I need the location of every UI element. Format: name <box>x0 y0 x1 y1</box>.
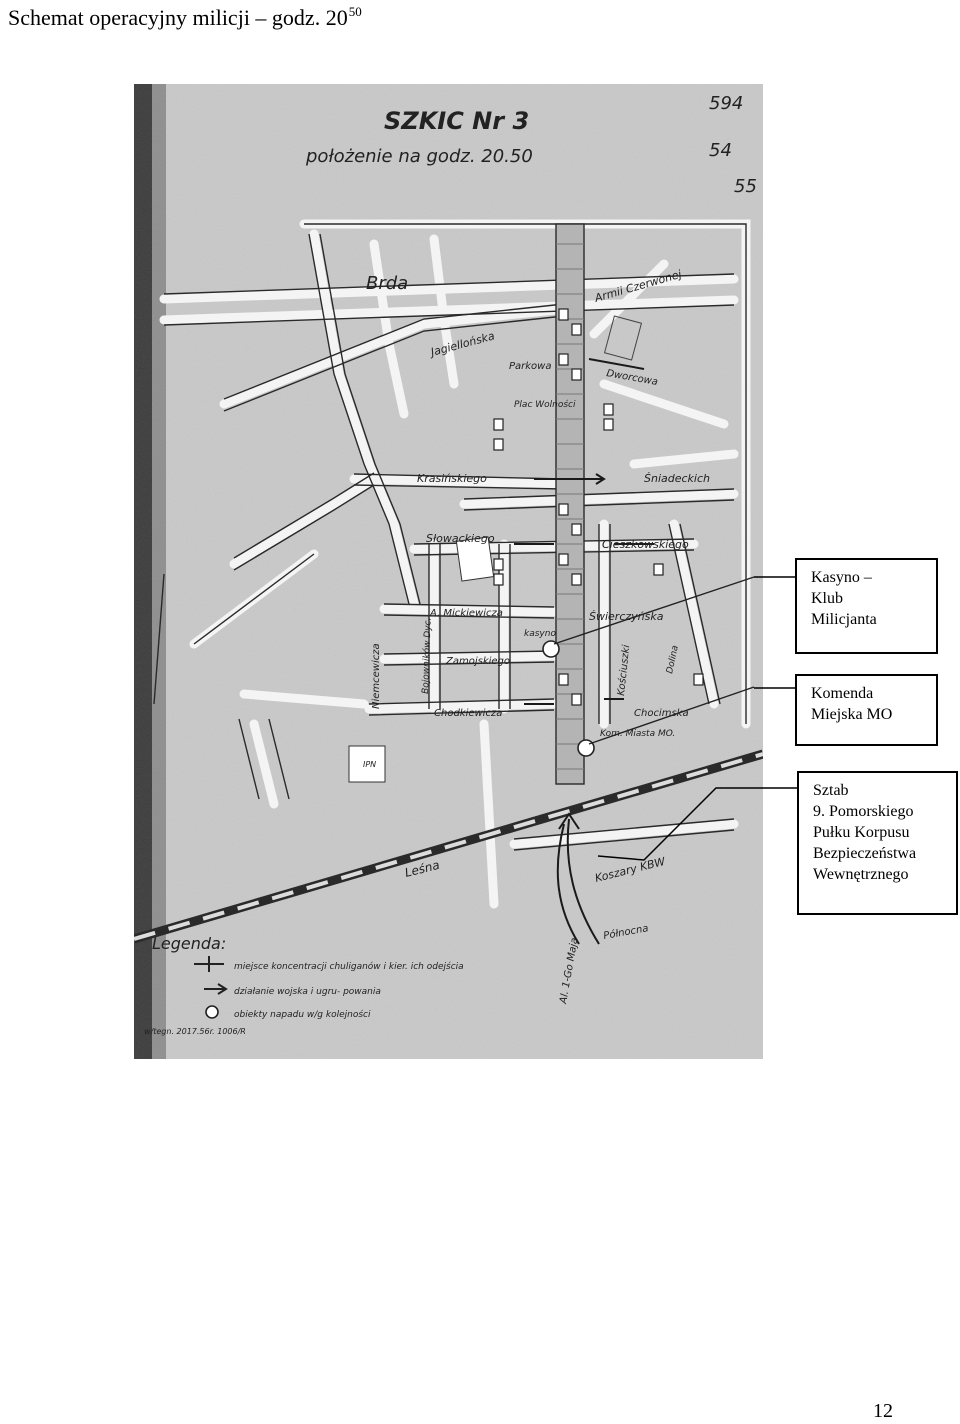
street-label: Brda <box>366 273 409 294</box>
callout-kasyno: Kasyno – Klub Milicjanta <box>795 558 938 654</box>
callout-sztab: Sztab 9. Pomorskiego Pułku Korpusu Bezpieczeństwa Wewnętrznego <box>797 771 958 915</box>
corner-number: 55 <box>734 176 757 197</box>
map-subheading: położenie na godz. 20.50 <box>306 146 533 167</box>
corner-number: 594 <box>709 93 744 114</box>
street-label: Kom. Miasta MO. <box>600 729 676 739</box>
page-number: 12 <box>873 1400 893 1422</box>
legend-item: obiekty napadu w/g kolejności <box>234 1010 371 1020</box>
legend-item: działanie wojska i ugru- powania <box>234 987 381 997</box>
street-label: Cieszkowskiego <box>602 538 689 551</box>
street-label: Dworcowa <box>605 368 659 388</box>
street-label: Śniadeckich <box>644 472 710 485</box>
page-title: Schemat operacyjny milicji – godz. $20^{50}$ <box>8 4 362 30</box>
street-label: Al. 1-Go Maja <box>558 936 581 1005</box>
street-label: A. Mickiewicza <box>430 608 503 619</box>
street-label: Dolina <box>665 644 681 675</box>
street-label: Armii Czerwonej <box>593 267 683 305</box>
callout-komenda: Komenda Miejska MO <box>795 674 938 746</box>
street-label: Parkowa <box>509 361 552 372</box>
street-label: Plac Wolności <box>514 400 576 410</box>
street-label: Koszary KBW <box>593 854 667 885</box>
title-superscript: 50 <box>348 4 362 19</box>
street-label: Bojowników Dyc. <box>421 617 434 695</box>
street-label: Świerczyńska <box>589 610 664 623</box>
street-label: Zamojskiego <box>446 656 511 667</box>
corner-number: 54 <box>709 140 732 161</box>
street-label: Leśna <box>403 857 441 880</box>
street-label: Kościuszki <box>616 644 633 697</box>
legend-item: miejsce koncentracji chuliganów i kier. ich odejścia <box>234 962 464 972</box>
street-label: Północna <box>602 923 650 942</box>
map-heading: SZKIC Nr 3 <box>384 107 530 135</box>
legend-side-note: w/tegn. 2017.56r. 1006/R <box>144 1027 246 1036</box>
legend-title: Legenda: <box>152 934 227 953</box>
street-label: Chodkiewicza <box>434 708 503 719</box>
stamp-label: IPN <box>363 760 377 769</box>
street-label: Słowackiego <box>426 532 495 545</box>
street-label: Jagiellońska <box>429 329 496 359</box>
street-label: kasyno <box>524 629 556 639</box>
street-label: Chocimska <box>634 708 689 719</box>
street-label: Krasińskiego <box>417 472 487 485</box>
street-label: Niemcewicza <box>371 643 382 709</box>
